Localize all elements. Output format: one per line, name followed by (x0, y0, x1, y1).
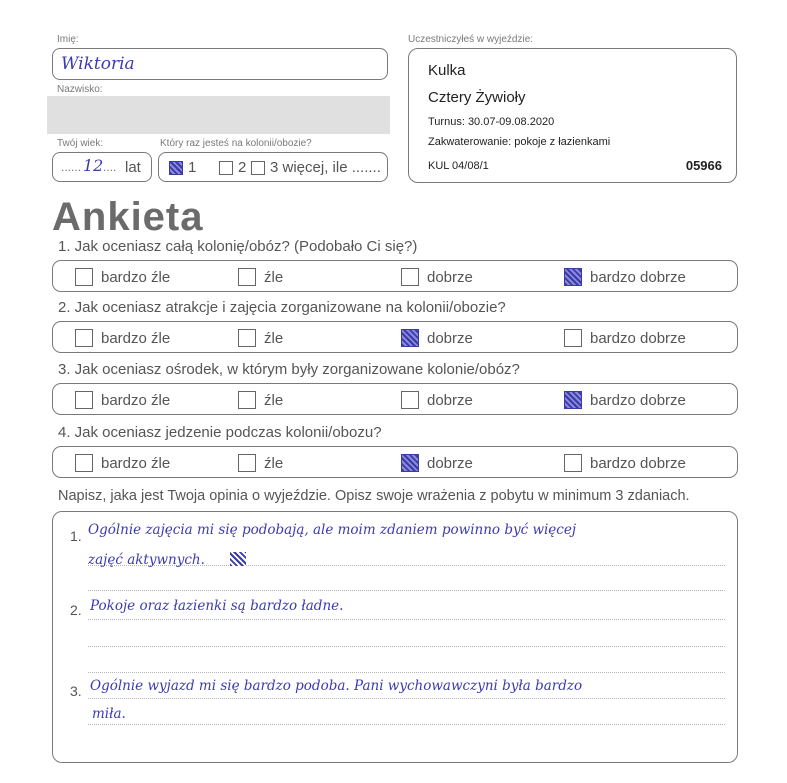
answer-line (88, 590, 725, 591)
times-option-3[interactable]: 3 więcej, ile ....... (251, 159, 381, 176)
checkbox-icon[interactable] (75, 329, 93, 347)
option-label: bardzo źle (101, 454, 171, 472)
answer-3-line-2: miła. (92, 706, 126, 722)
name-field[interactable] (52, 48, 388, 80)
question-2-options (52, 321, 738, 353)
checkbox-icon[interactable] (401, 391, 419, 409)
answer-line (88, 724, 725, 725)
answer-number-3: 3. (70, 683, 82, 699)
question-4-option-2[interactable] (238, 454, 283, 472)
answer-1-line-2: zajęć aktywnych. (88, 552, 205, 568)
answer-line (88, 619, 725, 620)
survey-title: Ankieta (52, 195, 204, 239)
checkbox-icon[interactable] (219, 161, 233, 175)
checkbox-icon[interactable] (401, 268, 419, 286)
age-label: Twój wiek: (57, 138, 104, 149)
checkbox-icon[interactable] (238, 391, 256, 409)
option-label: dobrze (427, 391, 473, 409)
checkbox-icon[interactable] (564, 268, 582, 286)
option-label: bardzo dobrze (590, 268, 686, 286)
question-2-option-3[interactable] (401, 329, 473, 347)
scribble-mark (230, 552, 246, 566)
checkbox-icon[interactable] (564, 329, 582, 347)
option-label: bardzo dobrze (590, 454, 686, 472)
question-4-option-1[interactable] (75, 454, 170, 472)
answer-2-line-1: Pokoje oraz łazienki są bardzo ładne. (90, 598, 344, 614)
question-3-options (52, 383, 738, 415)
checkbox-icon[interactable] (401, 454, 419, 472)
question-1-option-2[interactable] (238, 268, 283, 286)
surname-label: Nazwisko: (57, 84, 103, 95)
question-3-text: 3. Jak oceniasz ośrodek, w którym były zorganizowane kolonie/obóz? (58, 361, 520, 378)
age-dots-after: .... (103, 160, 117, 174)
question-1-option-1[interactable] (75, 268, 170, 286)
camp-label: Uczestniczyłeś w wyjeździe: (408, 34, 534, 45)
camp-turnus: Turnus: 30.07-09.08.2020 (428, 116, 555, 128)
camp-name: Kulka (428, 62, 466, 79)
answer-3-line-1: Ogólnie wyjazd mi się bardzo podoba. Pani wychowawczyni była bardzo (90, 678, 583, 694)
age-value: 12 (83, 156, 104, 175)
times-field (158, 152, 388, 182)
option-label: dobrze (427, 329, 473, 347)
answer-line (88, 646, 725, 647)
name-label: Imię: (57, 34, 79, 45)
opinion-prompt: Napisz, jaka jest Twoja opinia o wyjeździe. Opisz swoje wrażenia z pobytu w minimum 3 zdaniach. (58, 488, 690, 504)
question-1-option-3[interactable] (401, 268, 473, 286)
name-value: Wiktoria (61, 54, 135, 74)
option-label: dobrze (427, 454, 473, 472)
checkbox-icon[interactable] (564, 391, 582, 409)
age-field[interactable] (52, 152, 152, 182)
question-4-option-3[interactable] (401, 454, 473, 472)
checkbox-icon[interactable] (75, 391, 93, 409)
camp-number: 05966 (685, 158, 722, 173)
question-4-options (52, 446, 738, 478)
question-3-option-2[interactable] (238, 391, 283, 409)
question-2-option-2[interactable] (238, 329, 283, 347)
surname-redaction (47, 96, 390, 134)
answer-line (88, 672, 725, 673)
checkbox-icon[interactable] (75, 268, 93, 286)
option-label: źle (264, 391, 284, 409)
camp-info-box (408, 48, 737, 183)
option-label: bardzo źle (101, 268, 171, 286)
checkbox-icon[interactable] (238, 454, 256, 472)
option-label: źle (264, 329, 284, 347)
checkbox-icon[interactable] (251, 161, 265, 175)
checkbox-icon[interactable] (169, 161, 183, 175)
age-unit: lat (125, 159, 141, 176)
times-label: Który raz jesteś na kolonii/obozie? (160, 138, 312, 149)
answer-1-line-1: Ogólnie zajęcia mi się podobają, ale moim zdaniem powinno być więcej (88, 522, 577, 538)
question-1-options (52, 260, 738, 292)
answer-number-1: 1. (70, 528, 82, 544)
answer-number-2: 2. (70, 602, 82, 618)
question-3-option-4[interactable] (564, 391, 686, 409)
checkbox-icon[interactable] (238, 268, 256, 286)
camp-code: KUL 04/08/1 (428, 160, 489, 172)
times-option-1[interactable]: 1 (169, 159, 196, 176)
times-option-2[interactable]: 2 (219, 159, 246, 176)
question-1-option-4[interactable] (564, 268, 686, 286)
checkbox-icon[interactable] (238, 329, 256, 347)
age-dots-before: ...... (61, 160, 82, 174)
question-4-option-4[interactable] (564, 454, 686, 472)
question-2-option-1[interactable] (75, 329, 170, 347)
option-label: źle (264, 268, 284, 286)
option-label: bardzo źle (101, 391, 171, 409)
answer-line (88, 698, 725, 699)
option-label: dobrze (427, 268, 473, 286)
question-2-option-4[interactable] (564, 329, 686, 347)
question-4-text: 4. Jak oceniasz jedzenie podczas kolonii/obozu? (58, 424, 382, 441)
checkbox-icon[interactable] (401, 329, 419, 347)
option-label: bardzo źle (101, 329, 171, 347)
checkbox-icon[interactable] (564, 454, 582, 472)
question-1-text: 1. Jak oceniasz całą kolonię/obóz? (Podobało Ci się?) (58, 238, 418, 255)
question-2-text: 2. Jak oceniasz atrakcje i zajęcia zorganizowane na kolonii/obozie? (58, 299, 506, 316)
option-label: bardzo dobrze (590, 391, 686, 409)
camp-program: Cztery Żywioły (428, 89, 526, 106)
option-label: źle (264, 454, 284, 472)
option-label: bardzo dobrze (590, 329, 686, 347)
checkbox-icon[interactable] (75, 454, 93, 472)
camp-lodging: Zakwaterowanie: pokoje z łazienkami (428, 136, 611, 148)
opinion-box[interactable] (52, 511, 738, 763)
question-3-option-1[interactable] (75, 391, 170, 409)
question-3-option-3[interactable] (401, 391, 473, 409)
